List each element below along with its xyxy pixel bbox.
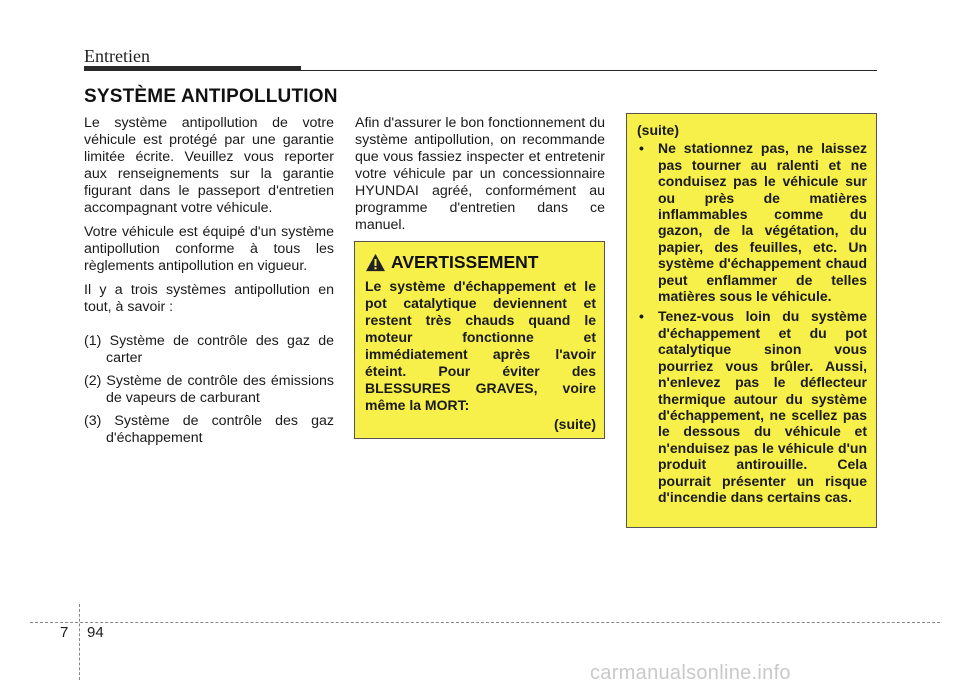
list-item-text: Ne stationnez pas, ne laissez pas tourner au ralenti et ne conduisez pas le véhicule sur ou près de matières inflammables comme du gazon, de la végétation, du papier, des feuilles, etc. Un système d'échappement chaud peut enflammer de telles matières sous le véhicule. xyxy=(658,140,867,305)
header-rule-thin xyxy=(301,70,877,71)
watermark: carmanualsonline.info xyxy=(590,662,791,684)
bullet-icon: • xyxy=(639,140,644,157)
column-middle xyxy=(355,115,605,241)
list-item: (2) Système de contrôle des émissions de vapeurs de carburant xyxy=(84,373,334,406)
warning-bullet-list xyxy=(637,140,867,505)
list-item: (3) Système de contrôle des gaz d'échappement xyxy=(84,413,334,446)
warning-box xyxy=(354,241,605,439)
paragraph: Afin d'assurer le bon fonctionnement du système antipollution, on recommande que vous fassiez inspecter et entretenir votre véhicule par un concessionnaire HYUNDAI agréé, conformément au programme d'entretien dans ce manuel. xyxy=(355,115,605,233)
chapter-number: 7 xyxy=(60,624,69,641)
paragraph: Votre véhicule est équipé d'un système antipollution conforme à tous les règlements antipollution en vigueur. xyxy=(84,224,334,274)
list-item xyxy=(637,308,867,505)
list-item xyxy=(637,140,867,304)
warning-header xyxy=(365,252,596,273)
running-header: Entretien xyxy=(84,46,150,66)
section-title: SYSTÈME ANTIPOLLUTION xyxy=(84,86,338,107)
column-left xyxy=(84,115,334,453)
warning-continuation-box xyxy=(626,113,877,528)
warning-text: Le système d'échappement et le pot catalytique deviennent et restent très chauds quand le moteur fonctionne et immédiatement après l'avoir éteint. Pour éviter des BLESSURES GRAVES, voire même la MORT: xyxy=(365,278,596,413)
list-item-text: Tenez-vous loin du système d'échappement et du pot catalytique sinon vous pourriez vous brûler. Aussi, n'enlevez pas le déflecteur thermique autour du système d'échappement, ne scellez pas le dessous du véhicule et n'enduisez pas le véhicule d'un produit antirouille. Cela pourrait présenter un risque d'incendie dans certains cas. xyxy=(658,308,867,505)
footer-divider xyxy=(30,622,940,623)
page-number: 94 xyxy=(87,624,104,641)
paragraph: Le système antipollution de votre véhicule est protégé par une garantie limitée écrite. Veuillez vous reporter aux renseignements sur la garantie figurant dans le passeport d'entretien accompagnant votre véhicule. xyxy=(84,115,334,216)
continued-label: (suite) xyxy=(637,122,679,138)
bullet-icon: • xyxy=(639,308,644,325)
warning-title: AVERTISSEMENT xyxy=(391,252,539,272)
warning-triangle-icon xyxy=(365,253,386,272)
continued-label: (suite) xyxy=(554,416,596,432)
footer-separator xyxy=(79,604,80,680)
list-item: (1) Système de contrôle des gaz de carter xyxy=(84,333,334,366)
header-rule-thick xyxy=(84,66,301,71)
emission-systems-list xyxy=(84,333,334,447)
paragraph: Il y a trois systèmes antipollution en tout, à savoir : xyxy=(84,282,334,315)
